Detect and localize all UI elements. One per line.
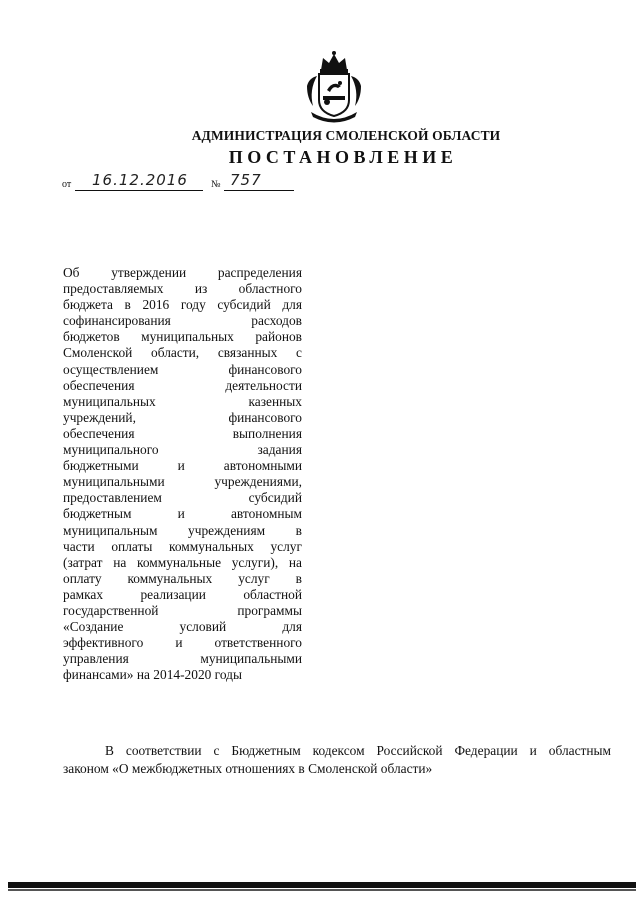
subject-line: бюджета в 2016 году субсидий для bbox=[63, 297, 302, 313]
subject-line: муниципального задания bbox=[63, 442, 302, 458]
subject-line: части оплаты коммунальных услуг bbox=[63, 538, 302, 554]
subject-line: предоставлением субсидий bbox=[63, 490, 302, 506]
subject-line: Смоленской области, связанных с bbox=[63, 345, 302, 361]
subject-line: бюджетов муниципальных районов bbox=[63, 329, 302, 345]
document-subject bbox=[63, 265, 302, 683]
handwritten-date: 16.12.2016 bbox=[92, 171, 188, 189]
bottom-rule-shadow bbox=[8, 889, 636, 891]
subject-line: предоставляемых из областного bbox=[63, 281, 302, 297]
subject-line: бюджетными и автономными bbox=[63, 458, 302, 474]
subject-line: эффективного и ответственного bbox=[63, 635, 302, 651]
subject-line: софинансирования расходов bbox=[63, 313, 302, 329]
date-number-line bbox=[62, 170, 312, 194]
date-from-label: от bbox=[62, 179, 72, 190]
subject-line: муниципальных казенных bbox=[63, 393, 302, 409]
subject-line: (затрат на коммунальные услуги), на bbox=[63, 554, 302, 570]
subject-line: учреждений, финансового bbox=[63, 409, 302, 425]
subject-line: муниципальными учреждениями, bbox=[63, 474, 302, 490]
handwritten-number: 757 bbox=[230, 171, 262, 189]
subject-line: осуществлением финансового bbox=[63, 361, 302, 377]
bottom-rule bbox=[8, 882, 636, 888]
body-line: В соответствии с Бюджетным кодексом Российской Федерации и областным bbox=[105, 743, 611, 758]
document-body bbox=[63, 742, 611, 778]
number-underline bbox=[224, 190, 294, 191]
number-label: № bbox=[211, 179, 221, 190]
subject-line: бюджетным и автономным bbox=[63, 506, 302, 522]
subject-line: оплату коммунальных услуг в bbox=[63, 570, 302, 586]
date-underline bbox=[75, 190, 203, 191]
organization-name: АДМИНИСТРАЦИЯ СМОЛЕНСКОЙ ОБЛАСТИ bbox=[191, 128, 501, 143]
subject-line: обеспечения выполнения bbox=[63, 425, 302, 441]
crown-icon bbox=[320, 51, 348, 73]
subject-line: обеспечения деятельности bbox=[63, 377, 302, 393]
subject-line: муниципальным учреждениям в bbox=[63, 522, 302, 538]
subject-line: управления муниципальными bbox=[63, 651, 302, 667]
subject-line: рамках реализации областной bbox=[63, 586, 302, 602]
body-line: законом «О межбюджетных отношениях в Смоленской области» bbox=[63, 761, 433, 776]
coat-of-arms-emblem bbox=[303, 50, 365, 126]
subject-line: «Создание условий для bbox=[63, 619, 302, 635]
subject-line: Об утверждении распределения bbox=[63, 265, 302, 280]
subject-line: государственной программы bbox=[63, 602, 302, 618]
document-type: ПОСТАНОВЛЕНИЕ bbox=[228, 147, 458, 167]
subject-line: финансами» на 2014-2020 годы bbox=[63, 667, 242, 683]
